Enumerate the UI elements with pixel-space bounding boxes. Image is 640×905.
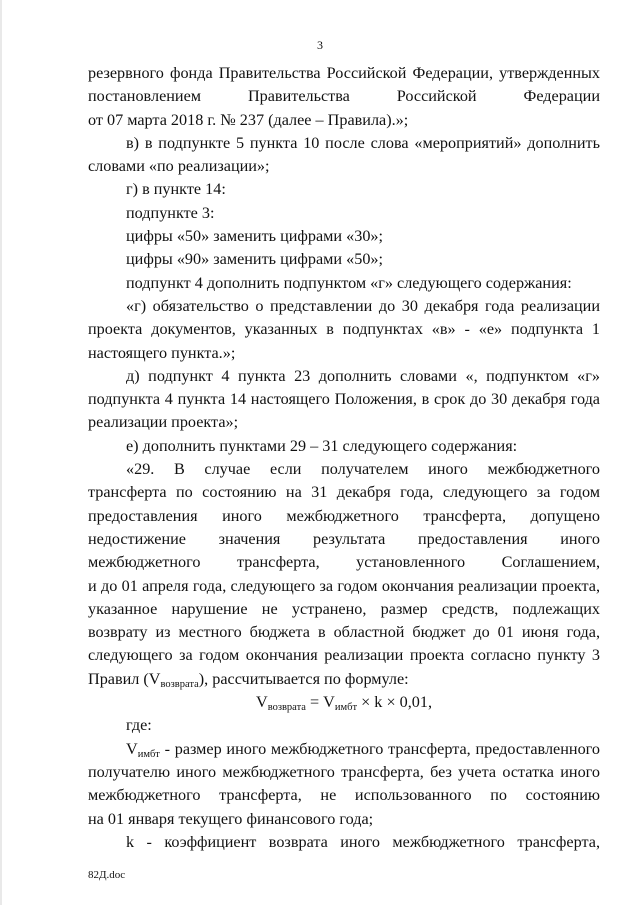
text-line: настоящего пункта.»; [88,343,236,362]
paragraph-block-2 [88,761,600,854]
where-label: где: [126,716,152,735]
text-line: k - коэффициент возврата иного межбюджетного трансферта, [126,832,600,851]
text-line: от 07 марта 2018 г. № 237 (далее – Правила).»; [88,110,409,129]
text-line: трансферта по состоянию на 31 декабря года, следующего за годом [88,483,600,502]
text-line: постановлением Правительства Российской Федерации [88,87,600,106]
text-line: словами «по реализации»; [88,157,270,176]
formula-line: $V_{возврата} = V_{имбт} \times k \times 0,01$, [255,693,432,714]
text-line: в) в подпункте 5 пункта 10 после слова «мероприятий» дополнить [126,133,600,152]
text-line: получателю иного межбюджетного трансферта, без учета остатка иного [88,762,600,781]
page-number: 3 [317,38,323,52]
text-line: е) дополнить пунктами 29 – 31 следующего содержания: [126,436,518,455]
text-line: на 01 января текущего финансового года; [88,809,374,828]
scan-edge [0,0,2,905]
text-line: д) подпункт 4 пункта 23 дополнить словами «, подпунктом «г» [126,366,600,385]
text-line: цифры «90» заменить цифрами «50»; [126,250,384,269]
text-line: подпункт 4 дополнить подпунктом «г» следующего содержания: [126,273,572,292]
text-line: реализации проекта»; [88,413,239,432]
text-line: «г) обязательство о представлении до 30 декабря года реализации [126,296,600,315]
text-line: указанное нарушение не устранено, размер средств, подлежащих [88,599,600,618]
text-line: подпункте 3: [126,203,215,222]
text-line: проекта документов, указанных в подпунктах «в» - «е» подпункта 1 [88,320,600,339]
text-line: возврату из местного бюджета в областной бюджет до 01 июня года, [88,623,600,642]
text-line: г) в пункте 14: [126,180,226,199]
text-line: подпункта 4 пункта 14 настоящего Положения, в срок до 30 декабря года [88,390,600,409]
text-line: резервного фонда Правительства Российской Федерации, утвержденных [88,64,600,82]
text-line: межбюджетного трансферта, установленного Соглашением, [88,553,600,572]
paragraph-block-1 [88,62,600,668]
text-line: и до 01 апреля года, следующего за годом окончания реализации проекта, [88,576,600,595]
text-line: недостижение значения результата предоставления иного [88,529,600,548]
text-line: «29. В случае если получателем иного межбюджетного [126,460,600,479]
definition-v-imbt: $V_{имбт}$ - размер иного межбюджетного трансферта, предоставленного [126,739,600,760]
text-line: межбюджетного трансферта, не использованного по состоянию [88,786,600,805]
formula-intro-line: Правил $(V_{возврата})$, рассчитывается по формуле: [88,669,409,690]
footer-filename: 82Д.doc [88,869,126,881]
text-line: следующего за годом окончания реализации проекта согласно пункту 3 [88,646,600,665]
document-body [88,62,600,854]
text-line: предоставления иного межбюджетного трансферта, допущено [88,506,600,525]
text-line: цифры «50» заменить цифрами «30»; [126,227,384,246]
